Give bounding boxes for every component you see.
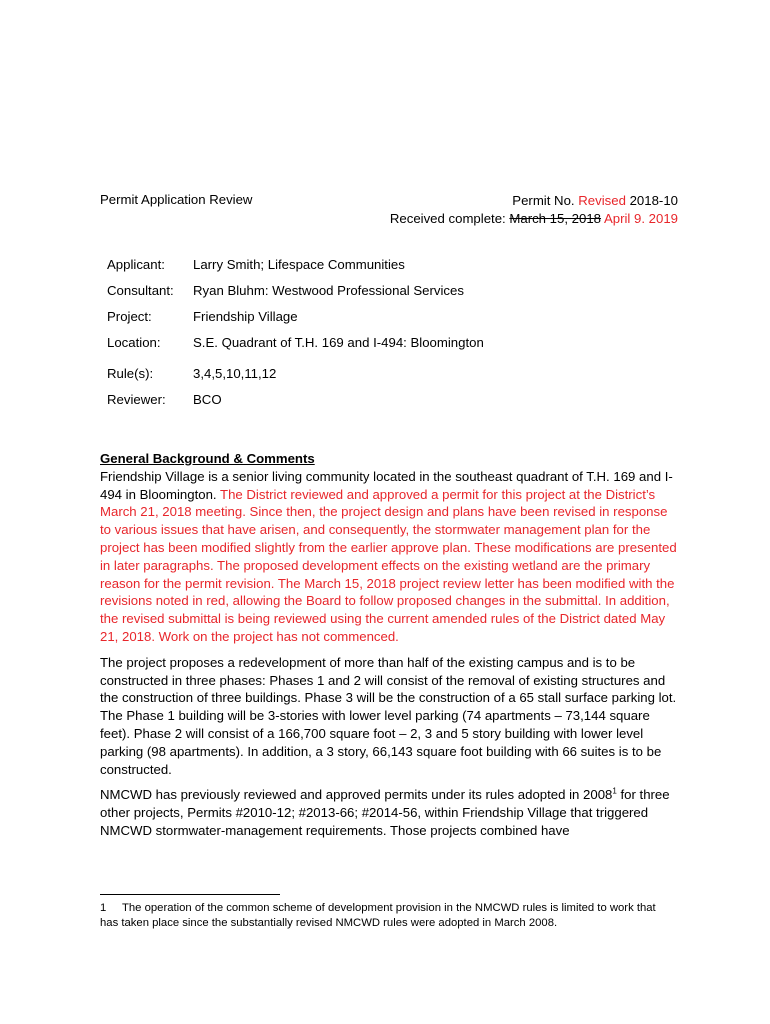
footnote-divider bbox=[100, 894, 280, 895]
received-old-date: March 15, 2018 bbox=[509, 211, 602, 226]
paragraph-3 bbox=[100, 786, 680, 839]
field-value: S.E. Quadrant of T.H. 169 and I-494: Bloomington bbox=[193, 335, 484, 350]
field-value: Larry Smith; Lifespace Communities bbox=[193, 257, 405, 272]
field-label: Location: bbox=[107, 335, 161, 350]
paragraph-3-text-a: NMCWD has previously reviewed and approved permits under its rules adopted in 2008 bbox=[100, 787, 613, 803]
received-new-date: April 9. 2019 bbox=[603, 211, 678, 226]
paragraph-2: The project proposes a redevelopment of more than half of the existing campus and is to be constructed in three phases: Phases 1 and 2 will consist of the removal of existing structures and the construction of three buildings. Phase 3 will be the construction of a 65 stall surface parking lot. The Phase 1 building will be 3-stories with lower level parking (74 apartments – 73,144 square feet). Phase 2 will consist of a 166,700 square foot – 2, 3 and 5 story building with lower level parking (98 apartments). In addition, a 3 story, 66,143 square foot building with 66 suites is to be constructed. bbox=[100, 654, 677, 777]
footnote-text: The operation of the common scheme of development provision in the NMCWD rules is limited to work that has taken place since the substantially revised NMCWD rules were adopted in March 2008. bbox=[100, 902, 656, 929]
field-rules bbox=[107, 365, 667, 383]
field-project bbox=[107, 308, 667, 326]
background-section bbox=[100, 450, 680, 840]
field-value: 3,4,5,10,11,12 bbox=[193, 366, 277, 381]
field-applicant bbox=[107, 256, 667, 274]
footnote-mark: 1 bbox=[100, 902, 107, 914]
received-line bbox=[390, 210, 678, 228]
field-label: Project: bbox=[107, 309, 152, 324]
field-label: Reviewer: bbox=[107, 392, 166, 407]
review-title: Permit Application Review bbox=[100, 192, 253, 207]
field-label: Rule(s): bbox=[107, 366, 154, 381]
paragraph-1-revision: The District reviewed and approved a permit for this project at the District’s March 21, 2018 meeting. Since then, the project design and plans have been revised in response to various issues that have arisen, and consequently, the stormwater management plan for the project has been modified slightly from the earlier approve plan. These modifications are presented in later paragraphs. The proposed development effects on the existing wetland are the primary reason for the permit revision. The March 15, 2018 project review letter has been modified with the revisions noted in red, allowing the Board to follow proposed changes in the submittal. In addition, the revised submittal is being reviewed using the current amended rules of the District dated May 21, 2018. Work on the project has not commenced. bbox=[100, 486, 677, 644]
field-reviewer bbox=[107, 391, 667, 409]
field-label: Consultant: bbox=[107, 283, 174, 298]
permit-info bbox=[390, 192, 678, 228]
field-value: BCO bbox=[193, 392, 222, 407]
received-label: Received complete: bbox=[389, 211, 506, 226]
paragraph-3-text-b: for three other projects, Permits #2010-12; #2013-66; #2014-56, within Friendship Village that triggered NMCWD stormwater-management requirements. Those projects combined have bbox=[100, 787, 670, 838]
field-label: Applicant: bbox=[107, 257, 165, 272]
permit-number-line bbox=[390, 192, 678, 210]
permit-prefix: Permit No. bbox=[512, 193, 575, 208]
permit-number: 2018-10 bbox=[629, 193, 678, 208]
footnote bbox=[100, 901, 675, 931]
field-value: Friendship Village bbox=[193, 309, 298, 324]
paragraph-1 bbox=[100, 468, 680, 646]
paragraph-1-text: Friendship Village is a senior living community located in the southeast quadrant of T.H. 169 and I-494 in Bloomington. bbox=[100, 468, 673, 502]
field-location bbox=[107, 334, 667, 352]
permit-revised: Revised bbox=[578, 193, 626, 208]
field-value: Ryan Bluhm: Westwood Professional Services bbox=[193, 283, 464, 298]
footnote-reference[interactable]: 1 bbox=[612, 786, 617, 796]
field-consultant bbox=[107, 282, 667, 300]
section-title: General Background & Comments bbox=[100, 451, 315, 466]
